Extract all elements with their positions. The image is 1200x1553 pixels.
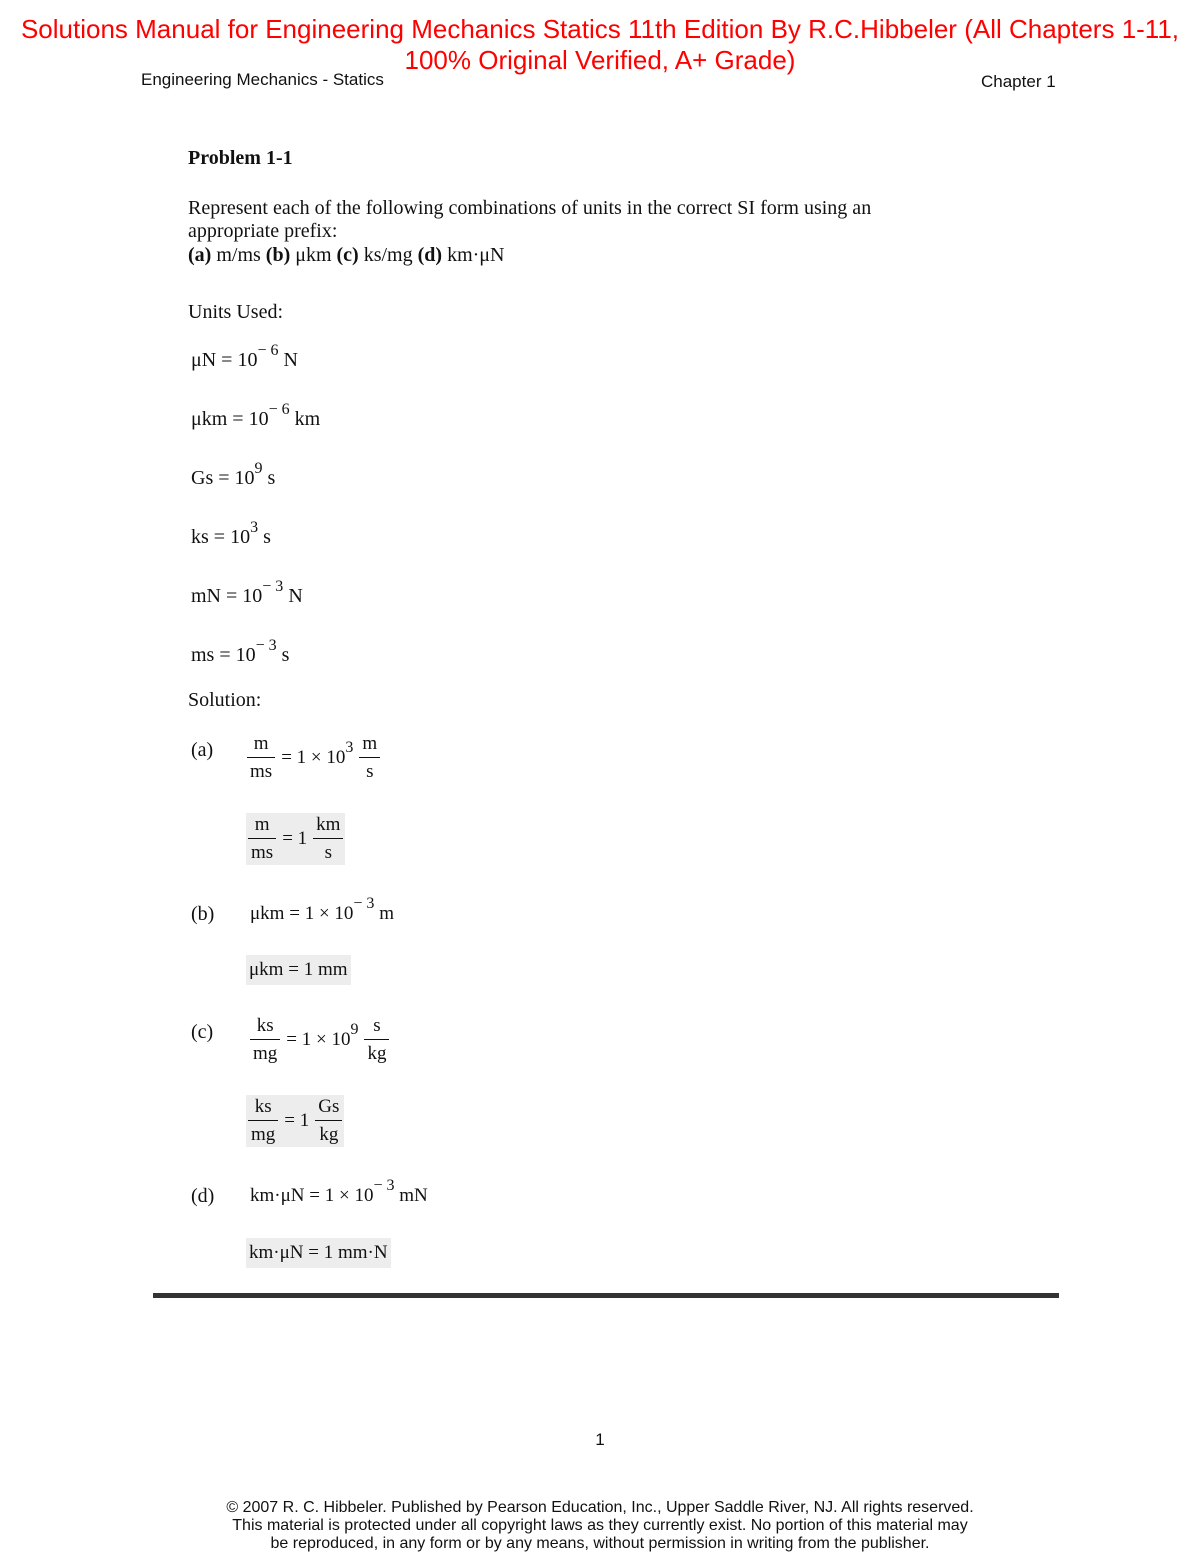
units-used-heading: Units Used:	[188, 301, 283, 323]
footer-line-3: be reproduced, in any form or by any means, without permission in writing from the publisher.	[270, 1535, 930, 1552]
unit-base-unit: s	[263, 526, 271, 548]
part-b-label: (b)	[191, 903, 215, 925]
denominator: ms	[250, 761, 273, 782]
numerator: m	[248, 815, 276, 839]
rhs: 1 mm·N	[323, 1242, 388, 1263]
unit-exponent: 3	[250, 519, 259, 536]
fraction	[248, 815, 276, 863]
denominator: s	[324, 842, 332, 863]
unit-symbol: μkm	[191, 408, 228, 430]
part-d-equation	[250, 1177, 428, 1207]
banner-line-2: 100% Original Verified, A+ Grade)	[404, 45, 796, 75]
denominator: kg	[319, 1124, 339, 1145]
lhs: km·μN	[249, 1242, 304, 1263]
unit-def-gigasecond: $Gs = 10^9$ s	[191, 460, 276, 489]
part-c-equation	[250, 1016, 389, 1064]
fraction	[247, 734, 275, 782]
equals-sign: =	[281, 747, 292, 768]
fraction	[359, 734, 380, 782]
part-text: m/ms	[211, 244, 266, 266]
numerator: m	[359, 734, 380, 758]
part-b-answer	[246, 955, 351, 985]
unit-base: 10	[234, 467, 255, 489]
unit-exponent: − 3	[262, 578, 284, 595]
coefficient: 1	[299, 1110, 310, 1131]
solution-heading: Solution:	[188, 689, 262, 711]
lhs: km·μN	[250, 1185, 305, 1206]
part-label: (b)	[265, 244, 291, 266]
book-title: Engineering Mechanics - Statics	[141, 70, 384, 89]
part-a-label: (a)	[191, 739, 214, 761]
unit-base: 10	[230, 526, 251, 548]
problem-parts	[188, 244, 504, 267]
problem-title: Problem 1-1	[188, 147, 293, 169]
part-c-label: (c)	[191, 1021, 214, 1043]
unit-base-unit: N	[288, 585, 303, 607]
part-c-answer	[246, 1095, 344, 1147]
denominator: mg	[251, 1124, 276, 1145]
problem-statement-line-1	[188, 197, 871, 220]
unit-base: 10	[235, 644, 256, 666]
part-label: (c)	[336, 244, 359, 266]
banner-line-1: Solutions Manual for Engineering Mechanics Statics 11th Edition By R.C.Hibbeler (All Chapters 1-11,	[20, 14, 1180, 44]
unit-base: 10	[242, 585, 263, 607]
equals-sign: =	[289, 903, 300, 924]
unit-symbol: mN	[191, 585, 221, 607]
fraction	[315, 1097, 342, 1145]
unit-symbol: μN	[191, 349, 217, 371]
numerator: ks	[250, 1016, 280, 1040]
fraction	[250, 1016, 280, 1064]
unit-base-unit: km	[294, 408, 321, 430]
chapter-label: Chapter 1	[981, 72, 1056, 91]
part-text: km·μN	[442, 244, 505, 266]
unit-base-unit: N	[283, 349, 298, 371]
lhs: μkm	[250, 903, 285, 924]
numerator: Gs	[315, 1097, 342, 1121]
unit-def-kilosecond: ks = $10^3$ s	[191, 519, 271, 548]
part-text: ks/mg	[358, 244, 418, 266]
equals-sign: =	[309, 1185, 320, 1206]
numerator: ks	[248, 1097, 278, 1121]
fraction	[364, 1016, 389, 1064]
unit-symbol: ks	[191, 526, 209, 548]
part-a-answer	[246, 813, 345, 865]
copyright-footer	[0, 1499, 1200, 1553]
unit-exponent: 9	[254, 460, 263, 477]
part-b-equation	[250, 895, 394, 925]
si-term: SI	[737, 197, 756, 219]
numerator: km	[313, 815, 343, 839]
coefficient: 1 × 10	[301, 1029, 351, 1050]
lhs: μkm	[249, 959, 284, 980]
unit-base-unit: s	[281, 644, 290, 666]
part-text: μkm	[290, 244, 337, 266]
denominator: mg	[253, 1043, 278, 1064]
fraction	[248, 1097, 278, 1145]
unit-def-millisecond: ms = $10^{- 3}$ s	[191, 637, 290, 666]
equals-sign: =	[284, 1110, 295, 1131]
unit-def-micro-km: $\mu km = 10^{- 6}$ km	[191, 401, 321, 430]
unit-symbol: Gs	[191, 467, 214, 489]
denominator: ms	[251, 842, 274, 863]
part-label: (a)	[188, 244, 212, 266]
coefficient: 1	[297, 828, 308, 849]
unit: mN	[399, 1185, 428, 1206]
unit-exponent: − 6	[268, 401, 290, 418]
statement-text: Represent each of the following combinations of units in the correct	[188, 197, 738, 219]
unit-base: 10	[237, 349, 258, 371]
section-divider	[153, 1293, 1059, 1298]
problem-statement-line-2: appropriate prefix:	[188, 220, 338, 242]
unit-symbol: ms	[191, 644, 215, 666]
exponent: − 3	[353, 895, 375, 912]
unit: m	[379, 903, 394, 924]
part-d-answer	[246, 1238, 391, 1268]
unit-exponent: − 3	[255, 637, 277, 654]
footer-line-2: This material is protected under all copyright laws as they currently exist. No portion of this material may	[232, 1517, 968, 1534]
part-label: (d)	[417, 244, 443, 266]
fraction	[313, 815, 343, 863]
numerator: m	[247, 734, 275, 758]
exponent: 3	[345, 739, 354, 756]
unit-def-micro-newton: $\mu N = 10^{- 6}$ N	[191, 342, 298, 371]
statement-text: form using an	[755, 197, 872, 219]
exponent: − 3	[373, 1177, 395, 1194]
numerator: s	[364, 1016, 389, 1040]
coefficient: 1 × 10	[324, 1185, 374, 1206]
promo-banner	[0, 14, 1200, 76]
equals-sign: =	[282, 828, 293, 849]
rhs: 1 mm	[303, 959, 348, 980]
equals-sign: =	[308, 1242, 319, 1263]
denominator: s	[366, 761, 374, 782]
unit-base: 10	[248, 408, 269, 430]
equals-sign: =	[288, 959, 299, 980]
footer-line-1: © 2007 R. C. Hibbeler. Published by Pearson Education, Inc., Upper Saddle River, NJ. All rights reserved.	[226, 1499, 974, 1516]
equals-sign: =	[286, 1029, 297, 1050]
denominator: kg	[367, 1043, 387, 1064]
unit-exponent: − 6	[257, 342, 279, 359]
part-a-equation	[247, 734, 380, 782]
unit-base-unit: s	[267, 467, 276, 489]
unit-def-millinewton: mN = $10^{- 3}$ N	[191, 578, 303, 607]
coefficient: 1 × 10	[304, 903, 354, 924]
page-number: 1	[595, 1430, 605, 1449]
part-d-label: (d)	[191, 1185, 215, 1207]
coefficient: 1 × 10	[296, 747, 346, 768]
exponent: 9	[350, 1021, 359, 1038]
